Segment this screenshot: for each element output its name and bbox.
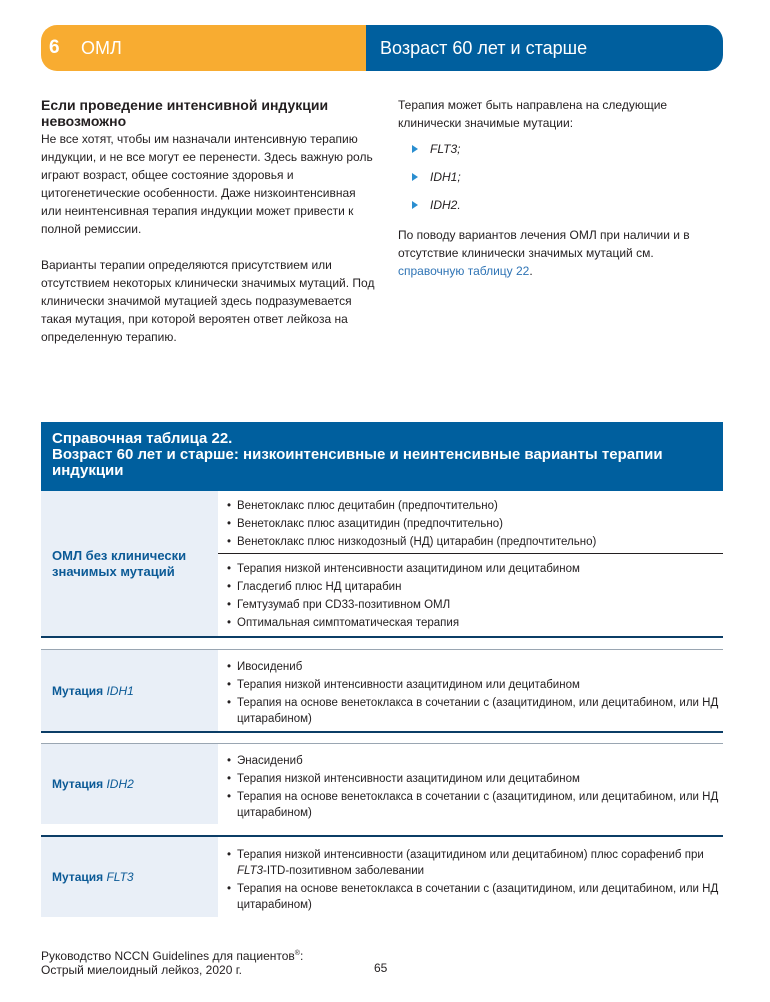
reference-text-end: . — [529, 264, 533, 278]
intro-right-column — [398, 96, 718, 280]
footer-line-1 — [41, 947, 303, 963]
mutation-list — [398, 142, 718, 212]
punctuation: : — [299, 949, 304, 963]
row-options — [227, 845, 723, 913]
chapter-tab — [41, 25, 371, 71]
table-title: Возраст 60 лет и старше: низкоинтенсивные и неинтенсивные варианты терапии индукции — [52, 446, 663, 479]
page-title: Возраст 60 лет и старше — [380, 38, 588, 58]
option-group-divider — [218, 553, 723, 554]
table-row-idh2 — [41, 744, 723, 824]
reference-text: По поводу вариантов лечения ОМЛ при наличии и в отсутствие клинически значимых мутаций см. — [398, 228, 690, 260]
row-divider — [41, 636, 723, 638]
intro-left-column — [41, 97, 376, 346]
row-label — [41, 837, 218, 917]
treatment-option: • Терапия на основе венетоклакса в сочетании с (азацитидином, или децитабином, или НД цитарабином) — [227, 695, 723, 727]
treatment-option: • Венетоклакс плюс азацитидин (предпочтительно) — [227, 516, 723, 532]
table-row-no-mutation — [41, 491, 723, 636]
row-label — [41, 744, 218, 824]
gene-name: FLT3 — [237, 865, 263, 877]
treatment-option: • Гласдегиб плюс НД цитарабин — [227, 579, 723, 595]
option-text: -ITD-позитивном заболевании — [263, 865, 425, 877]
chapter-name: ОМЛ — [81, 38, 122, 58]
list-item — [398, 142, 718, 156]
row-label: ОМЛ без клинически значимых мутаций — [41, 491, 218, 636]
treatment-option: • Терапия низкой интенсивности азацитидином или децитабином — [227, 771, 723, 787]
intro-paragraph-2: Варианты терапии определяются присутствием или отсутствием некоторых клинически значимых мутаций. Под клинически значимой мутацией здесь подразумевается такая мутация, при которой вероятен ответ лейкоза на определенную терапию. — [41, 258, 375, 344]
gene-name: IDH1 — [106, 683, 134, 698]
page-number: 65 — [374, 961, 388, 975]
treatment-option: • Венетоклакс плюс децитабин (предпочтительно) — [227, 498, 723, 514]
mutation-name: FLT3; — [430, 142, 461, 156]
treatment-option: • Ивосидениб — [227, 659, 723, 675]
registered-mark: ® — [294, 950, 300, 957]
row-options — [227, 496, 723, 550]
label-prefix: Мутация — [52, 683, 104, 698]
treatment-option: • Энасидениб — [227, 753, 723, 769]
footer-line-2: Острый миелоидный лейкоз, 2020 г. — [41, 963, 242, 977]
table-row-flt3 — [41, 837, 723, 917]
section-heading: Если проведение интенсивной индукции невозможно — [41, 97, 329, 129]
page-title-bar — [366, 25, 723, 71]
guide-title: Руководство NCCN Guidelines для пациентов — [41, 949, 295, 963]
treatment-option: • Терапия на основе венетоклакса в сочетании с (азацитидином, или децитабином, или НД цитарабином) — [227, 789, 723, 821]
treatment-option — [227, 847, 723, 879]
list-item — [398, 170, 718, 184]
gene-name: IDH2 — [106, 777, 134, 791]
treatment-option: • Терапия низкой интенсивности азацитидином или децитабином — [227, 561, 723, 577]
table-number: Справочная таблица 22. — [52, 430, 233, 447]
chapter-number: 6 — [49, 37, 60, 58]
label-prefix: Мутация — [52, 777, 104, 791]
treatment-option: • Гемтузумаб при CD33-позитивном ОМЛ — [227, 597, 723, 613]
gene-name: FLT3 — [106, 870, 134, 884]
table-header — [41, 422, 723, 491]
arrow-bullet-icon — [412, 145, 418, 153]
row-options — [227, 559, 723, 631]
list-item — [398, 198, 718, 212]
treatment-option: • Венетоклакс плюс низкодозный (НД) цитарабин (предпочтительно) — [227, 534, 723, 550]
row-options — [227, 751, 723, 821]
row-options — [227, 657, 723, 727]
label-prefix: Мутация — [52, 870, 104, 884]
intro-paragraph-1: Не все хотят, чтобы им назначали интенсивную терапию индукции, и не все могут ее перенести. Здесь важную роль играют возраст, общее состояние здоровья и цитогенетические особенности. Даже низкоинтенсивная или неинтенсивная терапия индукции может привести к полной ремиссии. — [41, 132, 373, 236]
treatment-option: • Терапия низкой интенсивности азацитидином или децитабином — [227, 677, 723, 693]
chapter-header — [41, 25, 723, 71]
footer-citation — [41, 947, 303, 977]
row-label — [41, 650, 218, 731]
table-row-idh1 — [41, 650, 723, 731]
table-reference-paragraph — [398, 226, 718, 280]
table-22-link[interactable]: справочную таблицу 22 — [398, 264, 530, 278]
arrow-bullet-icon — [412, 201, 418, 209]
arrow-bullet-icon — [412, 173, 418, 181]
row-divider — [41, 731, 723, 733]
treatment-option: • Терапия на основе венетоклакса в сочетании с (азацитидином, или децитабином, или НД цитарабином) — [227, 881, 723, 913]
mutation-name: IDH1; — [430, 170, 461, 184]
mutation-name: IDH2. — [430, 198, 461, 212]
mutations-intro: Терапия может быть направлена на следующие клинически значимые мутации: — [398, 98, 668, 130]
treatment-option: • Оптимальная симптоматическая терапия — [227, 615, 723, 631]
option-text: Терапия низкой интенсивности (азацитидином или децитабином) плюс сорафениб при — [237, 849, 704, 861]
